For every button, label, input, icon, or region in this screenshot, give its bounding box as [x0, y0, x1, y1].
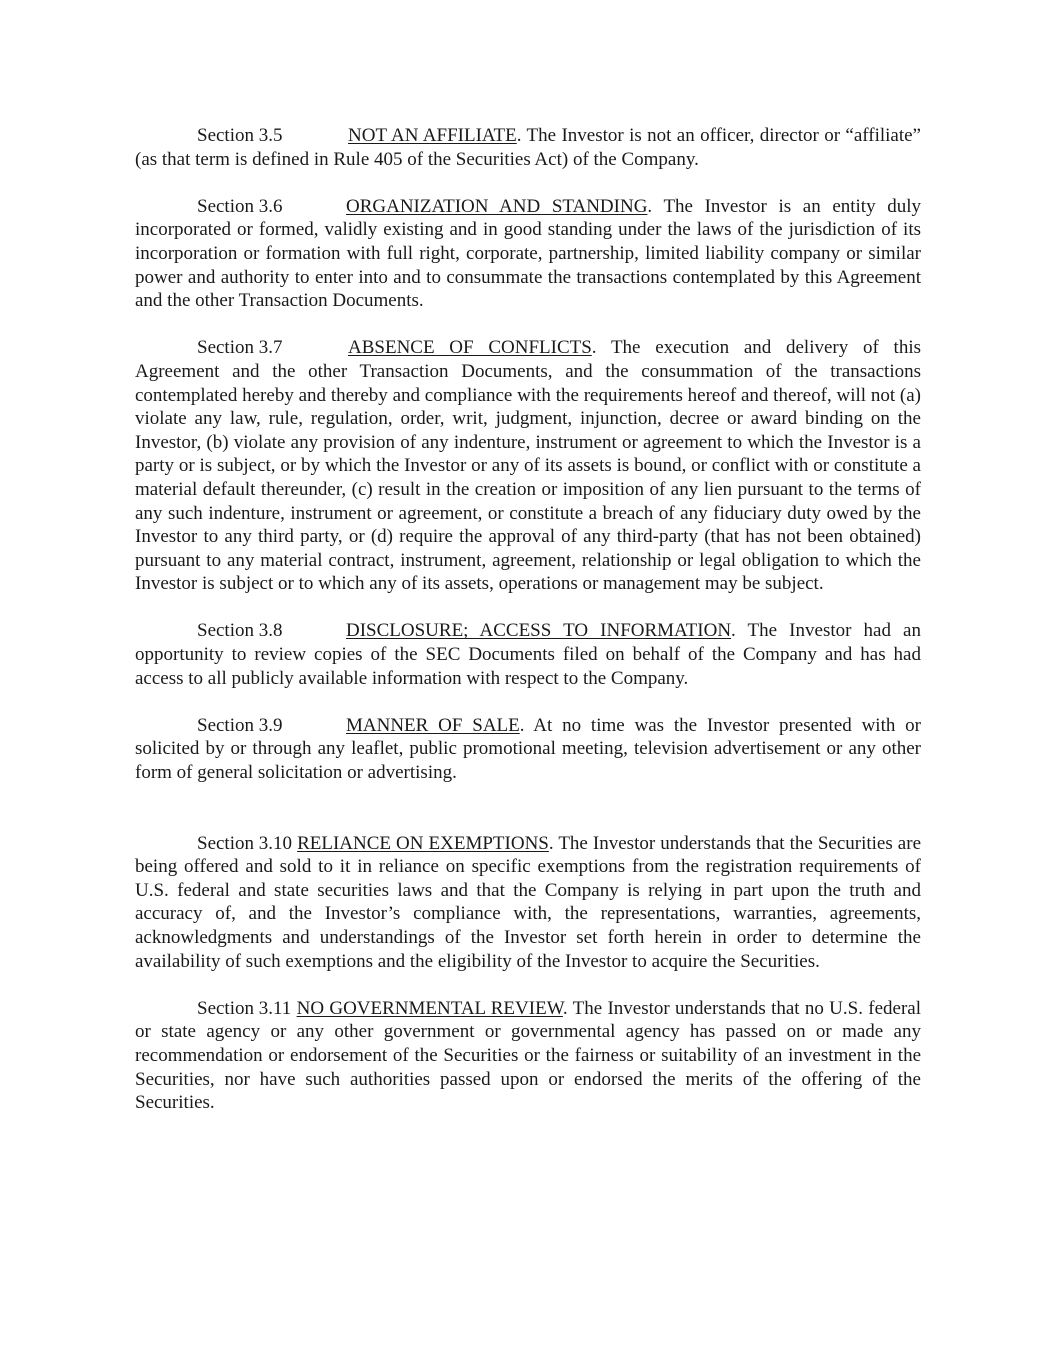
- section-body: . The Investor is an entity duly incorporated or formed, validly existing and in good standing under the laws of the jurisdiction of its incorporation or formation with full right, corporate, partnership, limited liability company or similar power and authority to enter into and to consummate the transactions contemplated by this Agreement and the other Transaction Documents.: [135, 195, 921, 312]
- section-number: Section 3.6: [197, 195, 283, 217]
- section-number: Section 3.9: [197, 714, 283, 736]
- section-3-10: [135, 832, 921, 974]
- section-body: . The Investor understands that no U.S. federal or state agency or any other government or governmental agency has passed on or made any recommendation or endorsement of the Securities or the fairness or suitability of an investment in the Securities, nor have such authorities passed upon or endorsed the merits of the offering of the Securities.: [135, 997, 922, 1114]
- section-3-11: [135, 997, 921, 1115]
- section-3-5: [135, 124, 921, 171]
- section-heading: ORGANIZATION AND STANDING: [346, 195, 648, 217]
- section-body: . The execution and delivery of this Agreement and the other Transaction Documents, and the consummation of the transactions contemplated hereby and thereby and compliance with the requirements hereof and thereof, will not (a) violate any law, rule, regulation, order, writ, judgment, injunction, decree or award binding on the Investor, (b) violate any provision of any indenture, instrument or agreement to which the Investor is a party or is subject, or by which the Investor or any of its assets is bound, or conflict with or constitute a material default thereunder, (c) result in the creation or imposition of any lien pursuant to the terms of any such indenture, instrument or agreement, or constitute a breach of any fiduciary duty owed by the Investor to any third party, or (d) require the approval of any third-party (that has not been obtained) pursuant to any material contract, instrument, agreement, relationship or legal obligation to which the Investor is subject or to which any of its assets, operations or management may be subject.: [135, 337, 921, 595]
- section-heading: DISCLOSURE; ACCESS TO INFORMATION: [346, 620, 732, 642]
- section-heading: NO GOVERNMENTAL REVIEW: [296, 997, 563, 1019]
- section-number: Section 3.7: [197, 337, 283, 359]
- section-body: . The Investor had an opportunity to review copies of the SEC Documents filed on behalf of the Company and has had access to all publicly available information with respect to the Company.: [135, 620, 921, 689]
- section-number: Section 3.11: [197, 997, 292, 1019]
- section-heading: ABSENCE OF CONFLICTS: [348, 337, 592, 359]
- section-heading: NOT AN AFFILIATE: [348, 125, 517, 146]
- section-3-7: [135, 336, 921, 596]
- section-3-8: [135, 619, 921, 690]
- section-heading: MANNER OF SALE: [346, 714, 520, 736]
- section-body: . At no time was the Investor presented with or solicited by or through any leaflet, public promotional meeting, television advertisement or any other form of general solicitation or advertising.: [135, 714, 922, 784]
- section-body: . The Investor is not an officer, director or “affiliate” (as that term is defined in Rule 405 of the Securities Act) of the Company.: [135, 125, 921, 170]
- section-number: Section 3.5: [197, 125, 283, 146]
- section-number: Section 3.8: [197, 620, 283, 642]
- section-body: . The Investor understands that the Securities are being offered and sold to it in reliance on specific exemptions from the registration requirements of U.S. federal and state securities laws and that the Company is relying in part upon the truth and accuracy of, and the Investor’s compliance with, the representations, warranties, agreements, acknowledgments and understandings of the Investor set forth herein in order to determine the availability of such exemptions and the eligibility of the Investor to acquire the Securities.: [135, 832, 922, 972]
- section-3-9: [135, 714, 921, 785]
- document-page: [135, 124, 921, 1138]
- section-3-6: [135, 195, 921, 313]
- section-number: Section 3.10: [197, 832, 292, 854]
- section-heading: RELIANCE ON EXEMPTIONS: [297, 832, 549, 854]
